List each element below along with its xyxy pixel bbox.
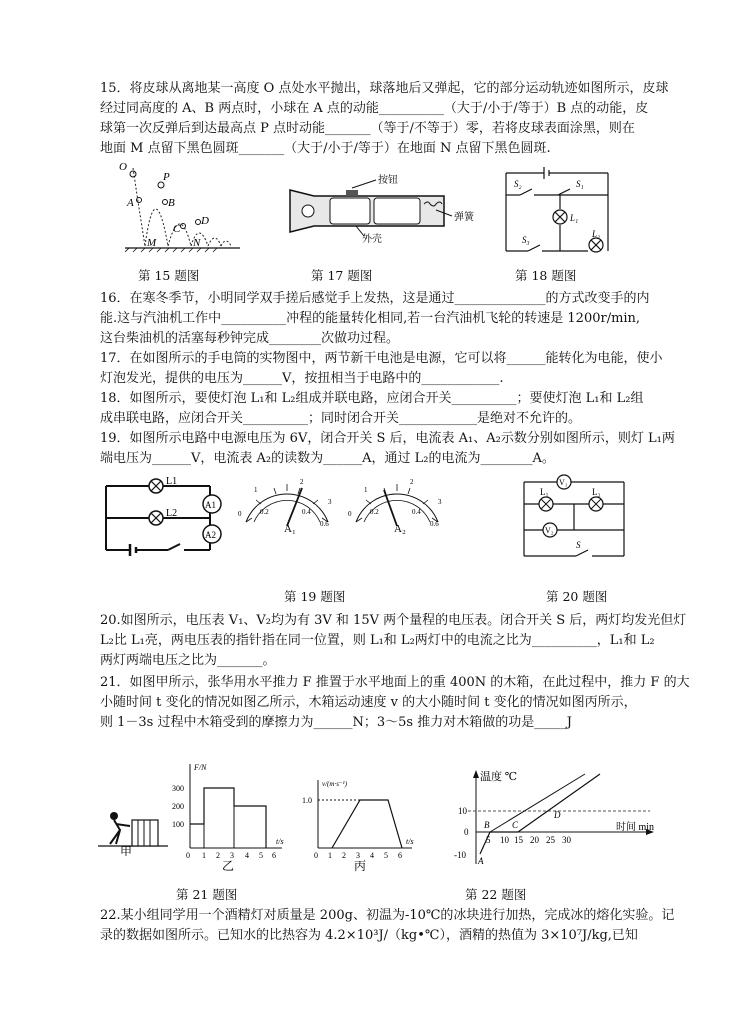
q21-line-3: 则 1－3s 过程中木箱受到的摩擦力为______N；3～5s 推力对木箱做的功是_____J	[100, 715, 572, 730]
q18-line-1: 18．如图所示，要使灯泡 L₁和 L₂组成并联电路，应闭合开关__________；要使灯泡 L₁和 L₂组	[100, 391, 644, 406]
meter1-tick-3: 3	[328, 498, 332, 506]
fig17-label-shell: 外壳	[362, 234, 382, 244]
q17-line-2: 灯泡发光，提供的电压为______V，按扭相当于电路中的____________.	[100, 371, 504, 386]
fig20-label-v1: V₁	[559, 478, 568, 487]
caption-20: 第 20 题图	[546, 589, 608, 604]
meter2-tick-04: 0.4	[412, 508, 421, 516]
question-21	[100, 673, 690, 733]
question-15	[100, 79, 672, 159]
q17-line-1: 17．在如图所示的手电筒的实物图中，两节新干电池是电源，它可以将______能转化为电能，使小	[100, 351, 663, 366]
fig19-label-a2: A2	[205, 530, 216, 540]
fig22-xlabel: 时间 min	[616, 822, 655, 833]
meter2-tick-2: 2	[410, 478, 414, 486]
fig19-label-l1: L1	[166, 476, 178, 487]
fig22-point-C: C	[512, 820, 519, 830]
figure-20-circuit	[516, 474, 632, 564]
q16-line-3: 这台柴油机的活塞每秒钟完成________次做功过程。	[100, 331, 400, 346]
figure-17-flashlight	[284, 168, 480, 244]
figure-21-bing-chart	[302, 776, 418, 872]
meter2-name: A₂	[394, 523, 406, 534]
fig21-yi-xtick-6: 6	[272, 851, 276, 860]
meter1-tick-0: 0	[238, 510, 242, 518]
fig22-xtick-30: 30	[562, 835, 571, 845]
fig21-yi-xtick-5: 5	[259, 851, 263, 860]
fig19-label-l2: L2	[166, 508, 178, 519]
question-17	[100, 349, 672, 389]
meter1-tick-04: 0.4	[302, 508, 311, 516]
fig20-label-l2: L₂	[592, 487, 601, 497]
question-16	[100, 289, 672, 349]
fig22-ytick-10: 10	[458, 806, 467, 816]
question-18	[100, 389, 672, 429]
fig21-yi-xtick-1: 1	[202, 851, 206, 860]
fig21-bing-xtick-5: 5	[384, 851, 388, 860]
fig22-xtick-15: 15	[514, 835, 523, 845]
fig18-label-s1: S₁	[576, 179, 584, 189]
fig22-xtick-10: 10	[500, 835, 509, 845]
fig22-point-D: D	[554, 810, 561, 820]
meter2-tick-1: 1	[364, 486, 368, 494]
figure-21-yi-chart	[172, 760, 288, 872]
fig21-yi-xtick-2: 2	[216, 851, 220, 860]
fig21-yi-xtick-0: 0	[186, 851, 190, 860]
fig22-ylabel: 温度 ℃	[480, 771, 518, 783]
fig21-bing-label: 丙	[354, 859, 367, 872]
q19-line-1: 19．如图所示电路中电源电压为 6V，闭合开关 S 后，电流表 A₁、A₂示数分别如图所示，则灯 L₁两	[100, 431, 675, 446]
q15-line-3: 球第一次反弹后到达最高点 P 点时动能_______（等于/不等于）零，若将皮球表面涂黑，则在	[100, 121, 635, 136]
caption-17: 第 17 题图	[311, 268, 373, 283]
caption-15: 第 15 题图	[138, 268, 200, 283]
fig21-yi-ytick-300: 300	[172, 784, 184, 793]
q22-line-2: 录的数据如图所示。已知水的比热容为 4.2×10³J/（kg•℃），酒精的热值为 3×10⁷J/kg,已知	[100, 928, 638, 943]
fig21-bing-xtick-2: 2	[342, 851, 346, 860]
q18-line-2: 成串联电路，应闭合开关__________；同时闭合开关____________是绝对不允许的。	[100, 411, 582, 426]
fig20-label-l1: L₁	[540, 487, 549, 497]
fig15-label-O: O	[119, 162, 127, 173]
fig15-label-P: P	[163, 171, 170, 183]
fig22-point-A: A	[478, 856, 484, 866]
fig21-yi-xlabel: t/s	[276, 837, 284, 846]
q15-line-1: 15．将皮球从离地某一高度 O 点处水平抛出，球落地后又弹起，它的部分运动轨迹如图所示，皮球	[100, 81, 669, 96]
caption-21: 第 21 题图	[176, 887, 238, 902]
fig18-label-s2: S₂	[514, 179, 522, 189]
meter1-tick-02: 0.2	[260, 508, 269, 516]
q16-line-1: 16．在寒冬季节，小明同学双手搓后感觉手上发热，这是通过______________的方式改变手的内	[100, 291, 650, 306]
figure-19-ammeter-1	[234, 478, 340, 534]
fig18-label-s3: S₃	[522, 235, 530, 245]
fig22-point-B: B	[484, 820, 490, 830]
figure-19-ammeter-2	[344, 478, 450, 534]
caption-22: 第 22 题图	[465, 887, 527, 902]
fig20-label-s: S	[576, 540, 581, 550]
fig15-label-N: N	[193, 237, 201, 249]
q15-line-4: 地面 M 点留下黑色圆斑_______（大于/小于/等于）在地面 N 点留下黑色圆斑.	[100, 141, 551, 156]
caption-19: 第 19 题图	[284, 589, 346, 604]
q22-line-1: 22.某小组同学用一个酒精灯对质量是 200g、初温为-10℃的冰块进行加热，完成冰的熔化实验。记	[100, 908, 675, 923]
fig21-bing-xtick-3: 3	[356, 851, 360, 860]
figure-18-circuit	[500, 165, 616, 257]
fig19-label-a1: A1	[205, 500, 216, 510]
fig21-yi-ytick-100: 100	[172, 820, 184, 829]
q21-line-1: 21．如图甲所示，张华用水平推力 F 推置于水平地面上的重 400N 的木箱，在此过程中，推力 F 的大	[100, 675, 690, 690]
q19-line-2: 端电压为______V，电流表 A₂的读数为______A，通过 L₂的电流为________A。	[100, 451, 555, 466]
figure-22-chart	[450, 768, 660, 868]
meter1-tick-06: 0.6	[320, 520, 329, 528]
q16-line-2: 能.这与汽油机工作中__________冲程的能量转化相同,若一台汽油机飞轮的转速是 1200r/min,	[100, 311, 641, 326]
fig21-bing-xtick-1: 1	[328, 851, 332, 860]
q20-line-3: 两灯两端电压之比为_______。	[100, 653, 276, 668]
fig15-label-A: A	[127, 197, 134, 209]
q21-line-2: 小随时间 t 变化的情况如图乙所示，木箱运动速度 v 的大小随时间 t 变化的情况如图丙所示，	[100, 695, 637, 710]
fig18-label-l2: L₂	[592, 229, 601, 239]
question-20	[100, 611, 687, 671]
fig21-yi-xtick-4: 4	[245, 851, 249, 860]
q15-line-2: 经过同高度的 A、B 两点时，小球在 A 点的动能__________（大于/小于/等于）B 点的动能，皮	[100, 101, 649, 116]
fig21-bing-ylabel: v/(m·s⁻¹)	[322, 780, 348, 788]
fig21-yi-ytick-200: 200	[172, 802, 184, 811]
fig21-jia-label: 甲	[120, 845, 133, 856]
figure-19-circuit	[100, 474, 230, 558]
fig21-bing-xtick-6: 6	[398, 851, 402, 860]
meter2-tick-02: 0.2	[370, 508, 379, 516]
question-19	[100, 429, 675, 469]
q20-line-1: 20.如图所示，电压表 V₁、V₂均为有 3V 和 15V 两个量程的电压表。闭合开关 S 后，两灯均发光但灯	[100, 613, 687, 628]
fig21-bing-xtick-4: 4	[370, 851, 374, 860]
fig21-bing-xlabel: t/s	[406, 837, 414, 846]
fig21-bing-ytick-1: 1.0	[302, 796, 312, 805]
meter2-tick-06: 0.6	[430, 520, 439, 528]
fig22-xtick-5: 5	[486, 835, 491, 845]
fig17-label-spring: 弹簧	[454, 212, 474, 223]
fig21-yi-label: 乙	[222, 859, 235, 872]
figure-15-ball-trajectory	[105, 162, 255, 256]
fig18-label-l1: L₁	[570, 213, 579, 223]
meter2-tick-3: 3	[438, 498, 442, 506]
fig22-ytick-neg10: -10	[454, 850, 466, 860]
fig20-label-v2: V₂	[545, 526, 554, 535]
fig21-bing-xtick-0: 0	[314, 851, 318, 860]
q20-line-2: L₂比 L₁亮，两电压表的指针指在同一位置，则 L₁和 L₂两灯中的电流之比为__________，L₁和 L₂	[100, 633, 655, 648]
fig15-label-C: C	[173, 223, 181, 235]
question-22	[100, 906, 675, 946]
fig21-yi-xtick-3: 3	[230, 851, 234, 860]
fig15-label-B: B	[168, 197, 175, 209]
meter1-tick-1: 1	[254, 486, 258, 494]
fig15-label-M: M	[147, 237, 157, 249]
figure-21-jia	[96, 806, 170, 856]
meter2-tick-0: 0	[348, 510, 352, 518]
fig22-ytick-0: 0	[464, 827, 469, 837]
fig17-label-button: 按钮	[378, 175, 398, 186]
caption-18: 第 18 题图	[515, 268, 577, 283]
meter1-tick-2: 2	[300, 478, 304, 486]
meter1-name: A₁	[284, 523, 296, 534]
fig21-yi-ylabel: F/N	[194, 763, 207, 772]
fig15-label-D: D	[201, 215, 209, 227]
fig22-xtick-25: 25	[546, 835, 555, 845]
fig22-xtick-20: 20	[530, 835, 539, 845]
